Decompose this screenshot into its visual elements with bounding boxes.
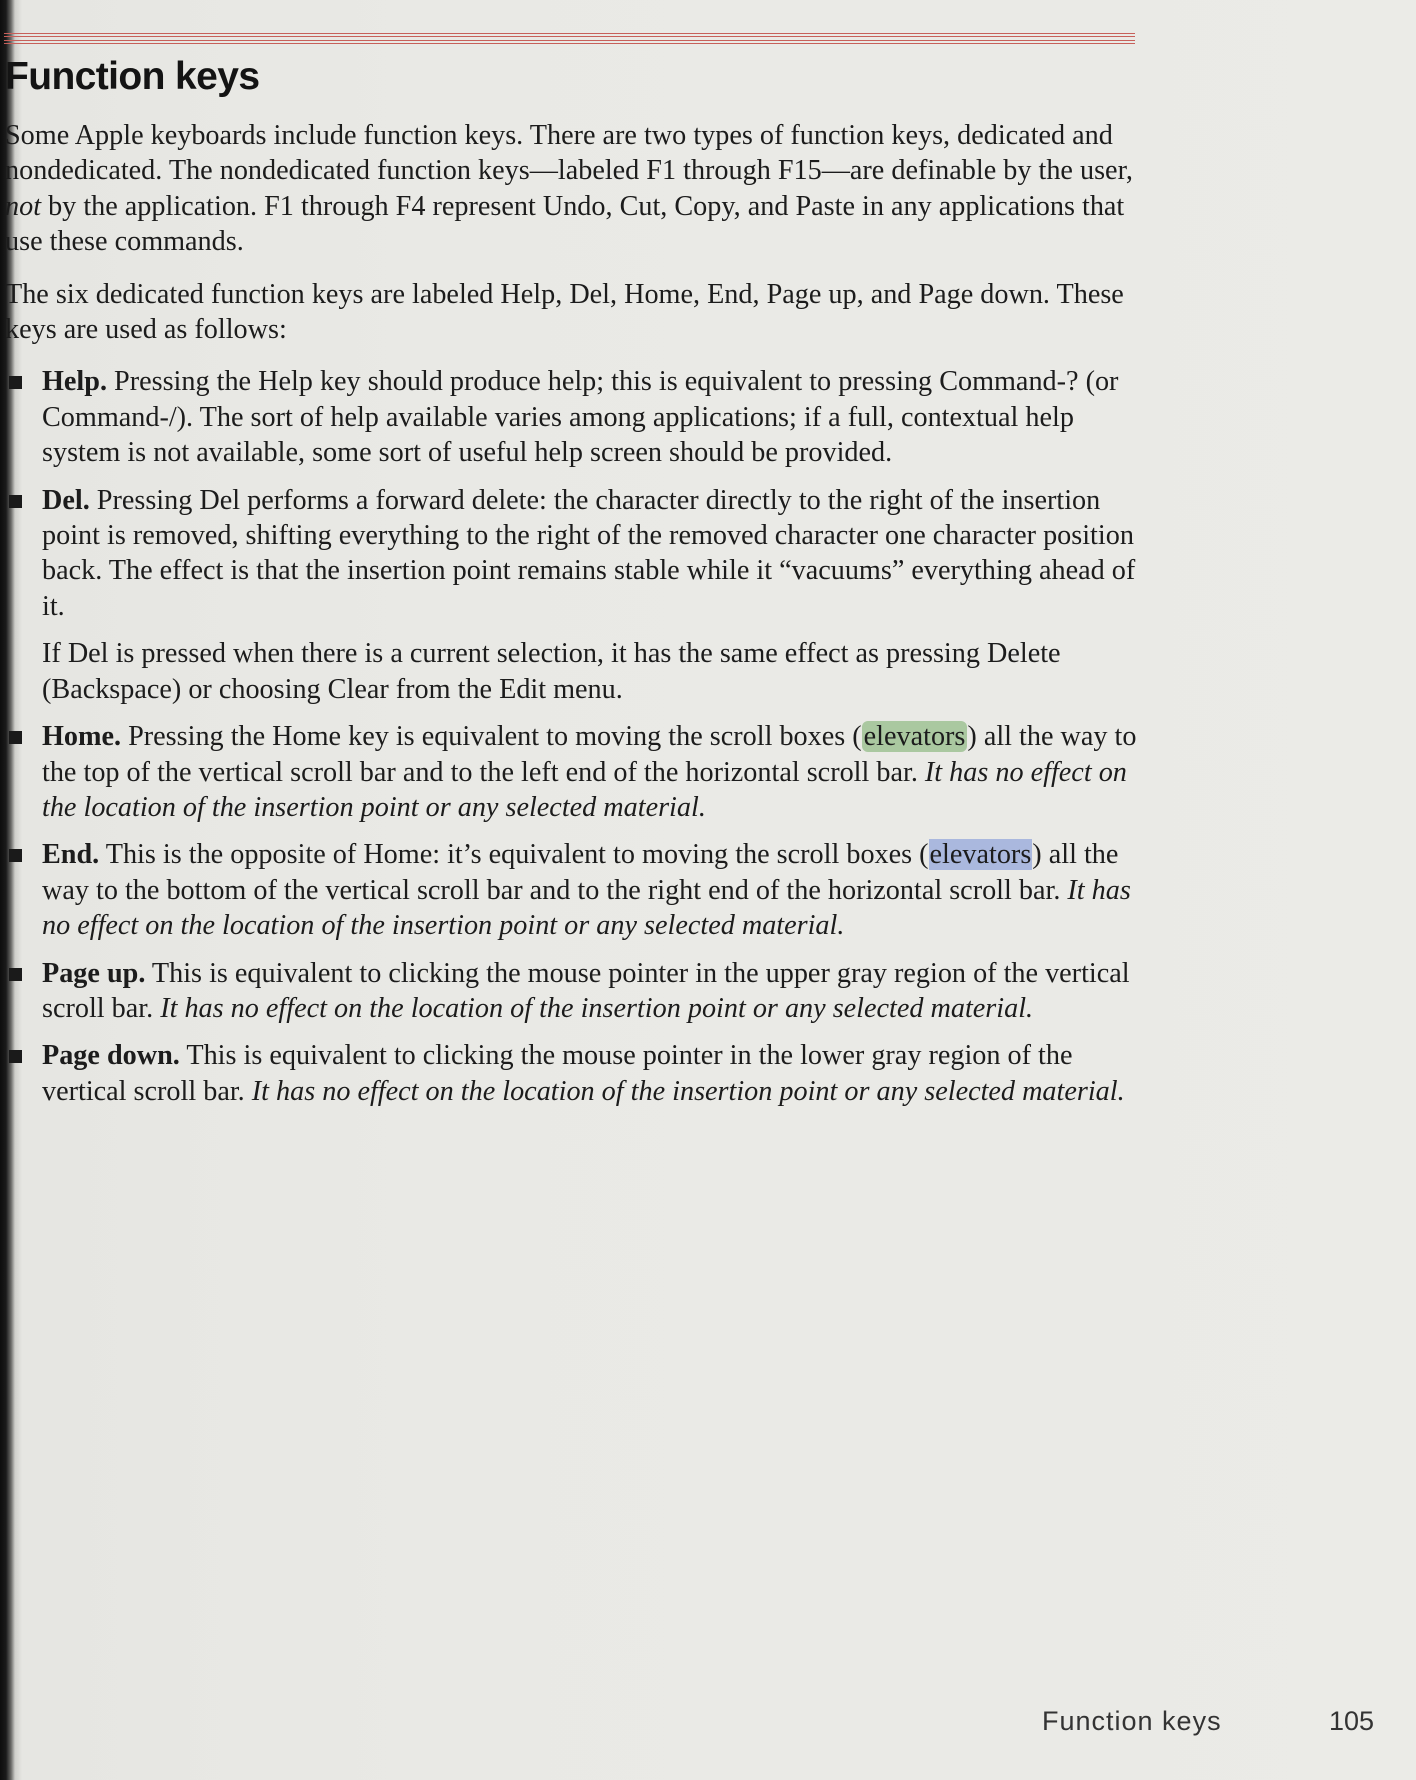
bullet-icon [9, 1050, 22, 1063]
page-body [5, 118, 1147, 1121]
highlighted-word[interactable]: elevators [863, 721, 966, 753]
term-home: Home. [42, 721, 122, 753]
term-page-up: Page up. [42, 957, 146, 989]
list-item-home: Home. Pressing the Home key is equivalent to moving the scroll boxes (elevators) all the way to the top of the vertical scroll bar and to the left end of the horizontal scroll bar. It has no effect on the location of the insertion point or any selected material. [5, 719, 1147, 825]
term-help: Help. [42, 366, 107, 398]
term-page-down: Page down. [42, 1040, 180, 1072]
term-end: End. [42, 839, 100, 871]
bullet-icon [9, 731, 22, 744]
list-item-end: End. This is the opposite of Home: it’s equivalent to moving the scroll boxes (elevators) all the way to the bottom of the vertical scroll bar and to the right end of the horizontal scroll bar. It has no effect on the location of the insertion point or any selected material. [5, 837, 1147, 943]
list-item-page-up: Page up. This is equivalent to clicking the mouse pointer in the upper gray region of the vertical scroll bar. It has no effect on the location of the insertion point or any selected material. [5, 956, 1147, 1027]
list-item-help: Help. Pressing the Help key should produce help; this is equivalent to pressing Command-? (or Command-/). The sort of help available varies among applications; if a full, contextual help system is not available, some sort of useful help screen should be provided. [5, 364, 1147, 470]
selected-word[interactable]: elevators [929, 839, 1032, 871]
list-item-del: Del. Pressing Del performs a forward delete: the character directly to the right of the insertion point is removed, shifting everything to the right of the removed character one character position back. The effect is that the insertion point remains stable while it “vacuums” everything ahead of it. If Del is pressed when there is a current selection, it has the same effect as pressing Delete (Backspace) or choosing Clear from the Edit menu. [5, 483, 1147, 707]
footer-section-label: Function keys [1042, 1706, 1222, 1736]
dedicated-keys-paragraph: The six dedicated function keys are labeled Help, Del, Home, End, Page up, and Page down. These keys are used as follows: [5, 278, 1124, 346]
list-item-page-down: Page down. This is equivalent to clicking the mouse pointer in the lower gray region of the vertical scroll bar. It has no effect on the location of the insertion point or any selected material. [5, 1038, 1147, 1109]
page-title: Function keys [5, 55, 260, 98]
bullet-icon [9, 495, 22, 508]
del-note: If Del is pressed when there is a current selection, it has the same effect as pressing Delete (Backspace) or choosing Clear from the Edit menu. [42, 638, 1061, 705]
page-number: 105 [1329, 1706, 1375, 1736]
header-rules [4, 33, 1135, 47]
bullet-icon [9, 968, 22, 981]
bullet-icon [9, 849, 22, 862]
term-del: Del. [42, 484, 90, 516]
bullet-icon [9, 376, 22, 389]
intro-paragraph: Some Apple keyboards include function keys. There are two types of function keys, dedicated and nondedicated. The nondedicated function keys—labeled F1 through F15—are definable by the user, not by the application. F1 through F4 represent Undo, Cut, Copy, and Paste in any applications that use these commands. [5, 120, 1133, 258]
